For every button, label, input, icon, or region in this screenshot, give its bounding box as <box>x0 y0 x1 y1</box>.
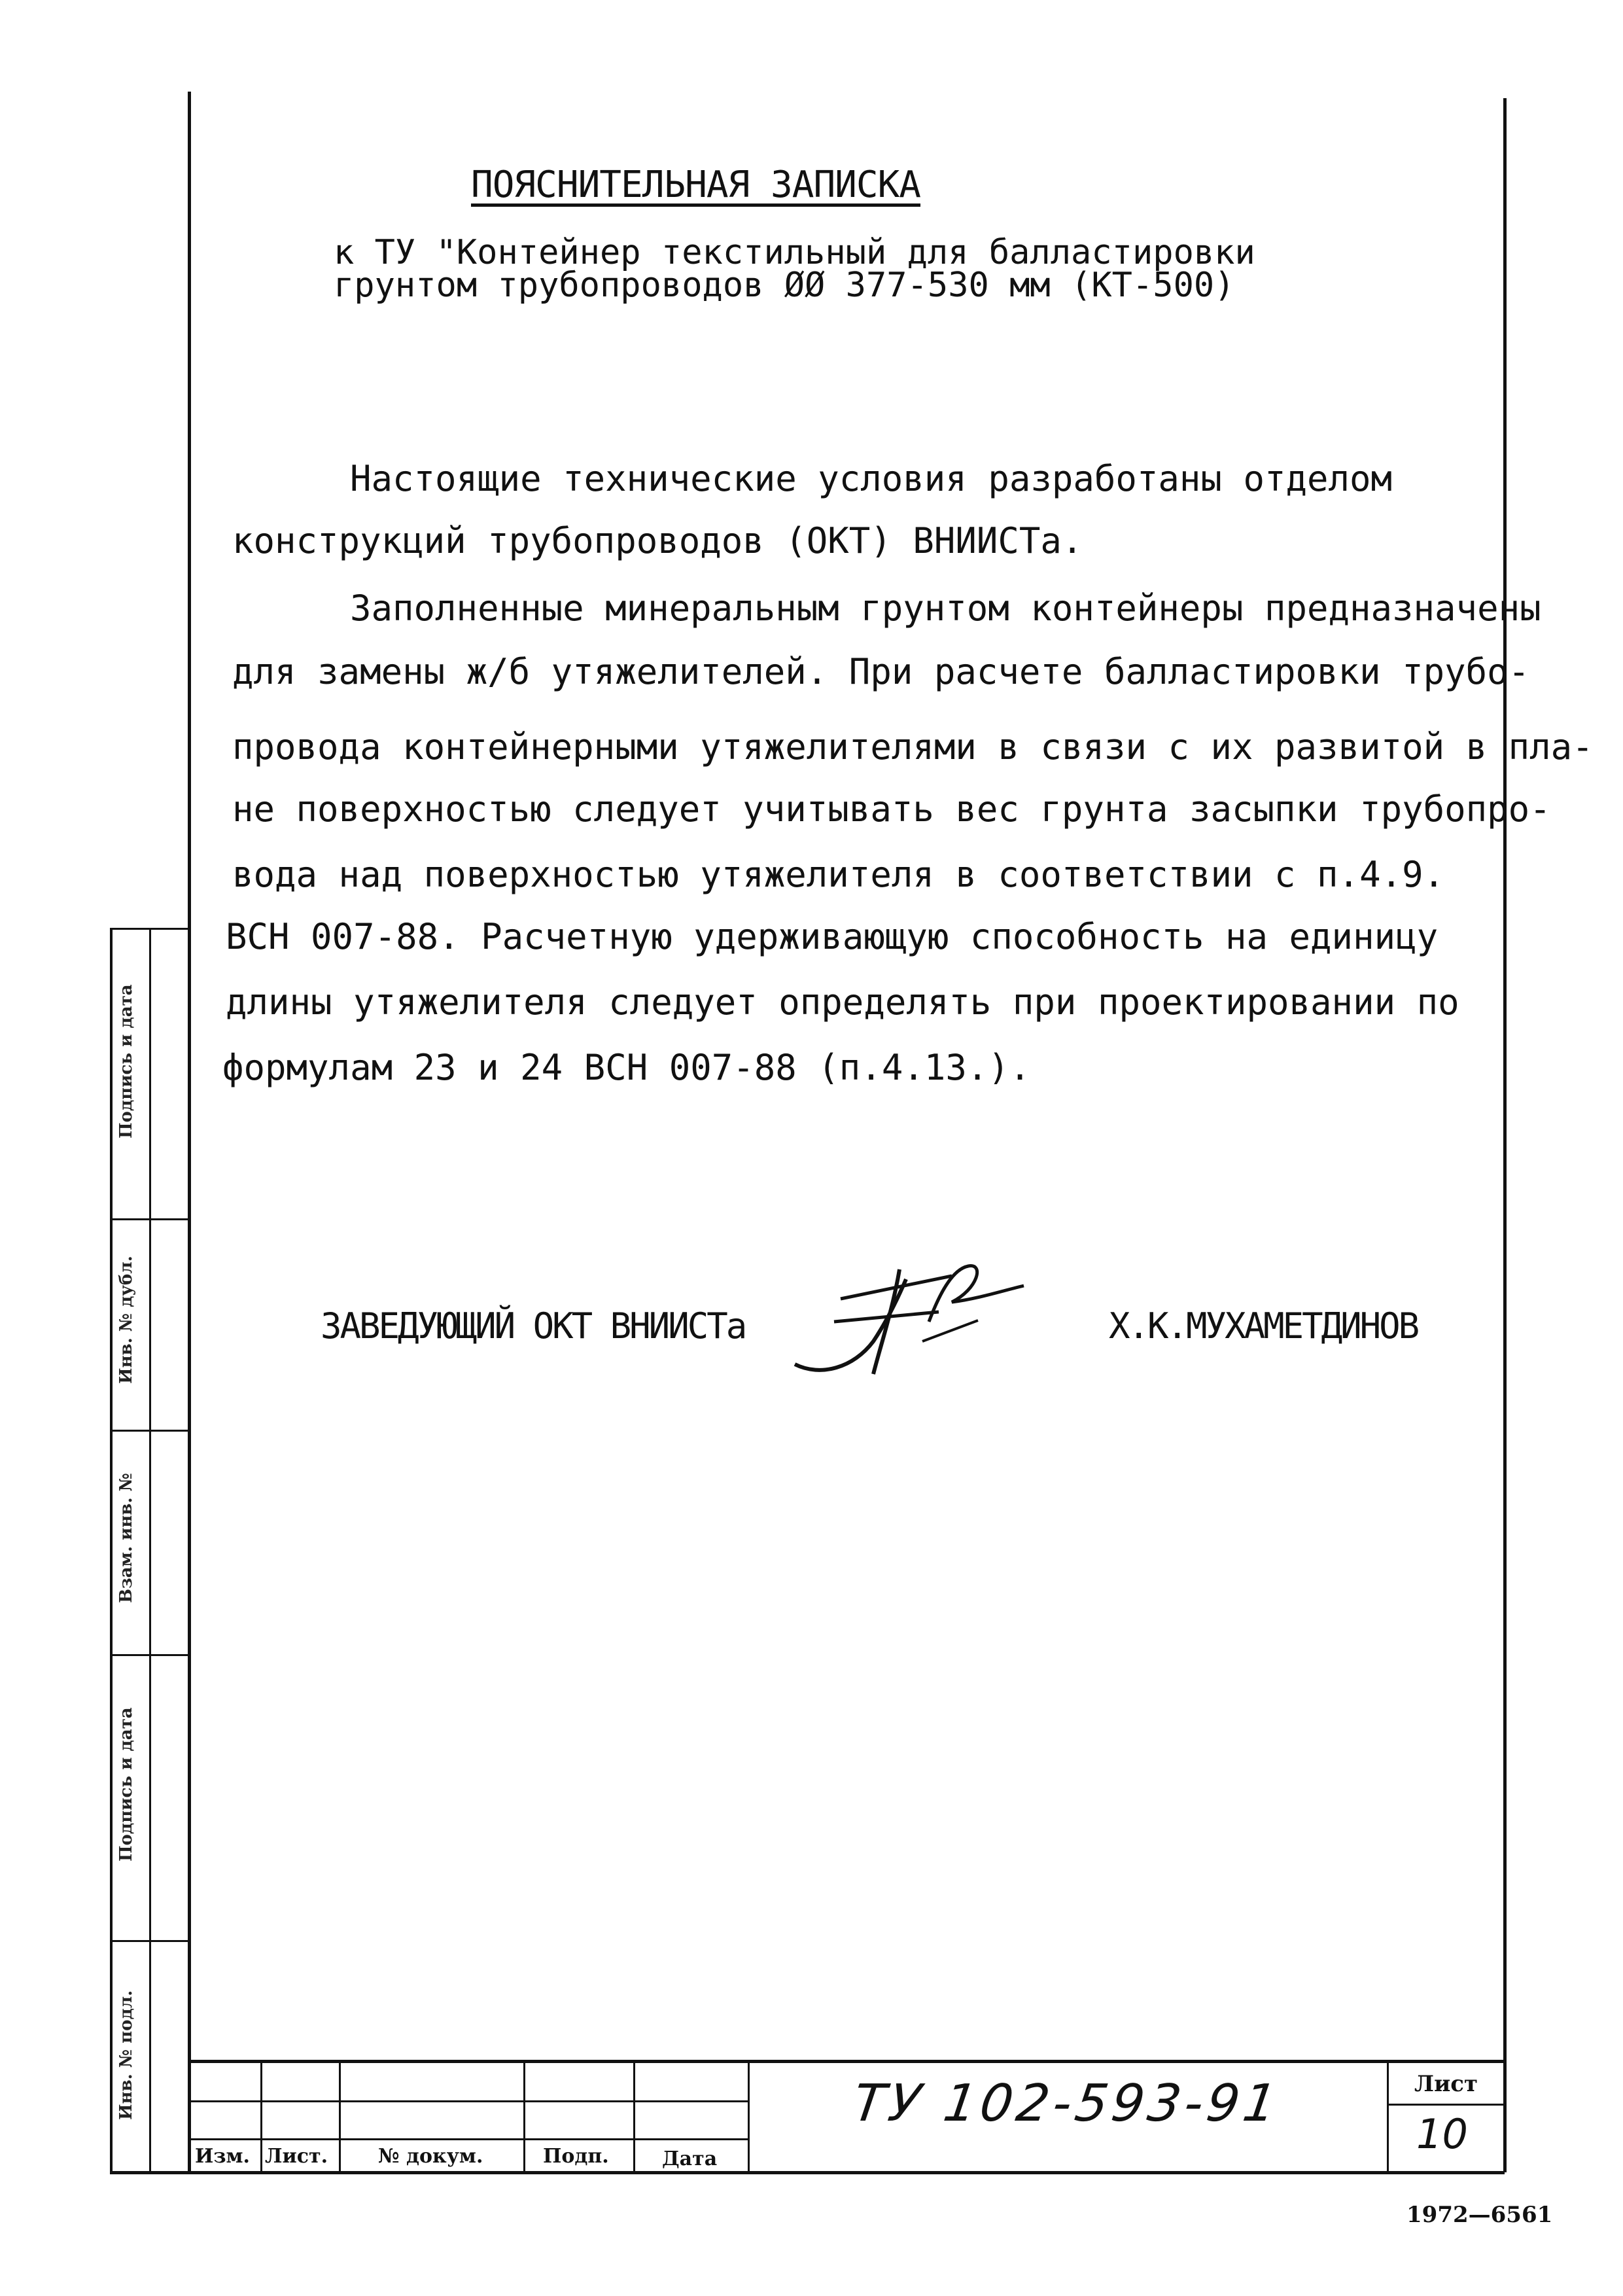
tb-col-label-change: Изм. <box>195 2145 250 2168</box>
tb-col-line-6 <box>1387 2061 1389 2172</box>
signature-role: ЗАВЕДУЮЩИЙ ОКТ ВНИИСТа <box>321 1305 746 1347</box>
subtitle-line-1: к ТУ "Контейнер текстильный для балластировки <box>334 233 1255 272</box>
side-stamp-sep-1 <box>110 1218 188 1220</box>
body-line-10: формулам 23 и 24 ВСН 007-88 (п.4.13.). <box>222 1047 1031 1088</box>
tb-col-line-5 <box>748 2061 750 2172</box>
tb-document-code: ТУ 102-593-91 <box>849 2074 1284 2133</box>
tb-col-line-3 <box>523 2061 525 2172</box>
tb-col-label-sheet: Лист. <box>265 2145 328 2168</box>
tb-col-line-1 <box>260 2061 262 2172</box>
side-stamp-sep-2 <box>110 1430 188 1432</box>
tb-sheet-label: Лист <box>1414 2071 1478 2097</box>
tb-sheet-sep-line <box>1387 2104 1505 2106</box>
body-line-1: Настоящие технические условия разработаны отделом <box>350 458 1393 499</box>
left-frame-line <box>188 92 191 2172</box>
title-block-row-line-1 <box>190 2100 749 2102</box>
side-stamp-inner-line <box>149 928 151 2171</box>
side-label-signature-date-1: Подпись и дата <box>116 984 136 1139</box>
tb-sheet-number: 10 <box>1416 2110 1468 2158</box>
title-block-bottom-line <box>110 2171 1505 2174</box>
subtitle-line-2: грунтом трубопроводов ØØ 377-530 мм (КТ-500) <box>334 266 1235 305</box>
footer-code: 1972—6561 <box>1406 2202 1553 2228</box>
side-stamp-sep-3 <box>110 1654 188 1656</box>
body-line-4: для замены ж/б утяжелителей. При расчете балластировки трубо- <box>232 651 1530 692</box>
body-line-5: провода контейнерными утяжелителями в связи с их развитой в пла- <box>232 726 1594 768</box>
side-label-original-inventory: Инв. № подл. <box>116 1990 136 2120</box>
right-frame-line <box>1503 98 1507 2172</box>
side-label-signature-date-2: Подпись и дата <box>116 1707 136 1862</box>
side-label-replacement-inventory: Взам. инв. № <box>116 1473 136 1603</box>
tb-col-label-signature: Подп. <box>543 2145 609 2168</box>
title-block-row-line-2 <box>190 2138 749 2140</box>
document-title: ПОЯСНИТЕЛЬНАЯ ЗАПИСКА <box>471 164 921 206</box>
body-line-9: длины утяжелителя следует определять при проектировании по <box>226 981 1459 1023</box>
body-line-8: ВСН 007-88. Расчетную удерживающую способность на единицу <box>226 916 1439 957</box>
side-label-duplicate-inventory: Инв. № дубл. <box>116 1256 136 1384</box>
tb-col-label-date: Дата <box>662 2147 718 2170</box>
body-line-6: не поверхностью следует учитывать вес грунта засыпки трубопро- <box>232 788 1551 830</box>
title-block-top-line <box>190 2060 1505 2063</box>
body-line-2: конструкций трубопроводов (ОКТ) ВНИИСТа. <box>232 520 1083 561</box>
side-stamp-sep-0 <box>110 928 188 930</box>
handwritten-signature <box>782 1250 1030 1381</box>
side-stamp-outer-line <box>110 928 113 2171</box>
body-line-7: вода над поверхностью утяжелителя в соответствии с п.4.9. <box>232 854 1445 895</box>
tb-col-line-2 <box>339 2061 341 2172</box>
tb-col-line-4 <box>633 2061 635 2172</box>
body-line-3: Заполненные минеральным грунтом контейнеры предназначены <box>350 588 1541 629</box>
signature-name: Х.К.МУХАМЕТДИНОВ <box>1109 1305 1418 1347</box>
tb-col-label-doc-number: № докум. <box>378 2145 483 2168</box>
side-stamp-sep-4 <box>110 1940 188 1942</box>
